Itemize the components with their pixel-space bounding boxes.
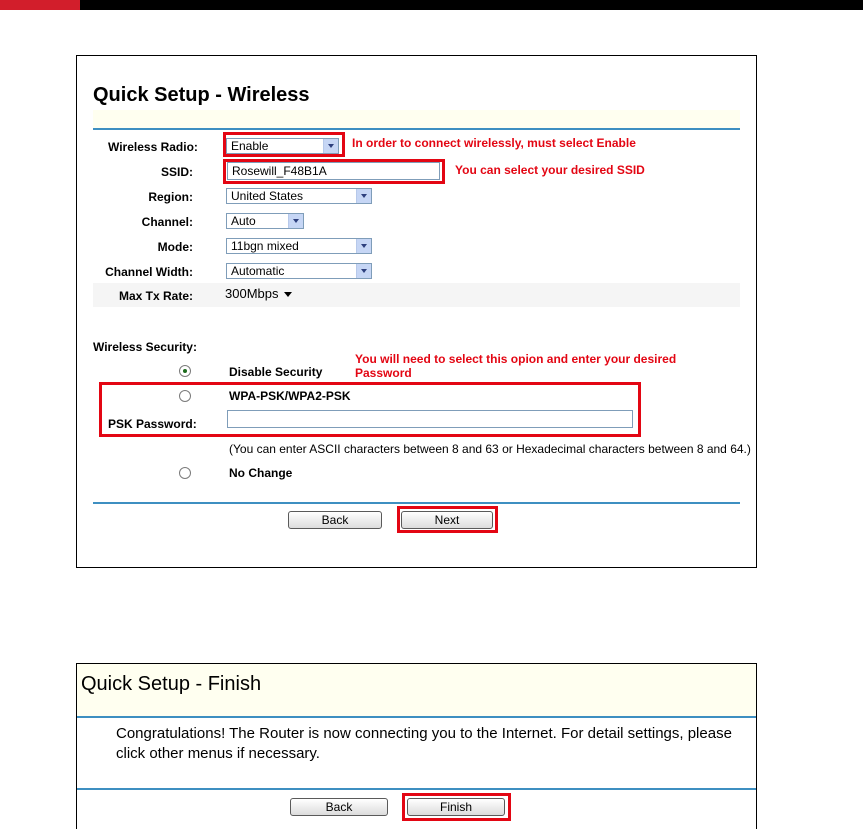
chevron-down-icon — [288, 214, 303, 228]
highlight-box-security — [99, 382, 641, 437]
next-button[interactable]: Next — [401, 511, 493, 529]
annotation-ssid-note: You can select your desired SSID — [455, 163, 645, 177]
channel-value: Auto — [231, 214, 256, 228]
chevron-down-icon — [356, 239, 371, 253]
finish-footer-divider — [77, 788, 756, 790]
max-tx-rate-label: Max Tx Rate: — [119, 289, 194, 303]
psk-hint-text: (You can enter ASCII characters between 8 and 63 or Hexadecimal characters between 8 and 64.) — [229, 442, 751, 456]
chevron-down-icon — [356, 189, 371, 203]
highlight-box-next — [397, 506, 498, 533]
header-red-accent — [0, 0, 80, 10]
channel-width-select[interactable] — [226, 263, 372, 279]
no-change-radio[interactable] — [179, 467, 191, 479]
ssid-input[interactable]: Rosewill_F48B1A — [227, 162, 440, 180]
highlight-box-ssid — [223, 159, 445, 184]
finish-message: Congratulations! The Router is now connecting you to the Internet. For detail settings, please click other menus if necessary. — [116, 725, 732, 762]
footer-divider — [93, 502, 740, 504]
region-select[interactable] — [226, 188, 372, 204]
annotation-security-note-line2: Password — [355, 366, 412, 380]
title-divider — [93, 128, 740, 130]
header-bar — [0, 0, 863, 10]
ssid-label: SSID: — [160, 165, 193, 179]
back-button[interactable]: Back — [288, 511, 382, 529]
channel-width-label: Channel Width: — [105, 265, 193, 279]
psk-password-label: PSK Password: — [108, 417, 197, 431]
finish-back-button[interactable]: Back — [290, 798, 388, 816]
chevron-down-icon — [356, 264, 371, 278]
annotation-security-note-line1: You will need to select this opion and enter your desired — [355, 352, 677, 366]
annotation-enable-note: In order to connect wirelessly, must select Enable — [352, 136, 636, 150]
caret-down-icon — [284, 292, 292, 297]
title-band — [93, 110, 740, 128]
region-value: United States — [231, 189, 304, 203]
channel-width-value: Automatic — [231, 264, 285, 278]
wireless-radio-value: Enable — [231, 139, 269, 153]
mode-value: 11bgn mixed — [231, 239, 299, 253]
highlight-box-wireless-radio — [223, 132, 345, 157]
disable-security-label: Disable Security — [229, 365, 323, 379]
max-tx-rate-select[interactable] — [225, 286, 292, 301]
wireless-radio-label: Wireless Radio: — [108, 140, 198, 154]
channel-select[interactable] — [226, 213, 304, 229]
region-label: Region: — [148, 190, 193, 204]
highlight-box-finish — [402, 793, 511, 821]
wireless-security-label: Wireless Security: — [93, 340, 197, 354]
wireless-setup-panel — [76, 55, 757, 568]
finish-title-divider — [77, 716, 756, 718]
disable-security-radio[interactable] — [179, 365, 191, 377]
page-title: Quick Setup - Wireless — [93, 84, 310, 106]
finish-button[interactable]: Finish — [407, 798, 505, 816]
wpa-psk-label: WPA-PSK/WPA2-PSK — [229, 389, 351, 403]
mode-label: Mode: — [157, 240, 193, 254]
no-change-label: No Change — [229, 466, 293, 480]
finish-title: Quick Setup - Finish — [81, 673, 262, 695]
channel-label: Channel: — [141, 215, 193, 229]
max-tx-rate-value: 300Mbps — [225, 286, 279, 301]
mode-select[interactable] — [226, 238, 372, 254]
